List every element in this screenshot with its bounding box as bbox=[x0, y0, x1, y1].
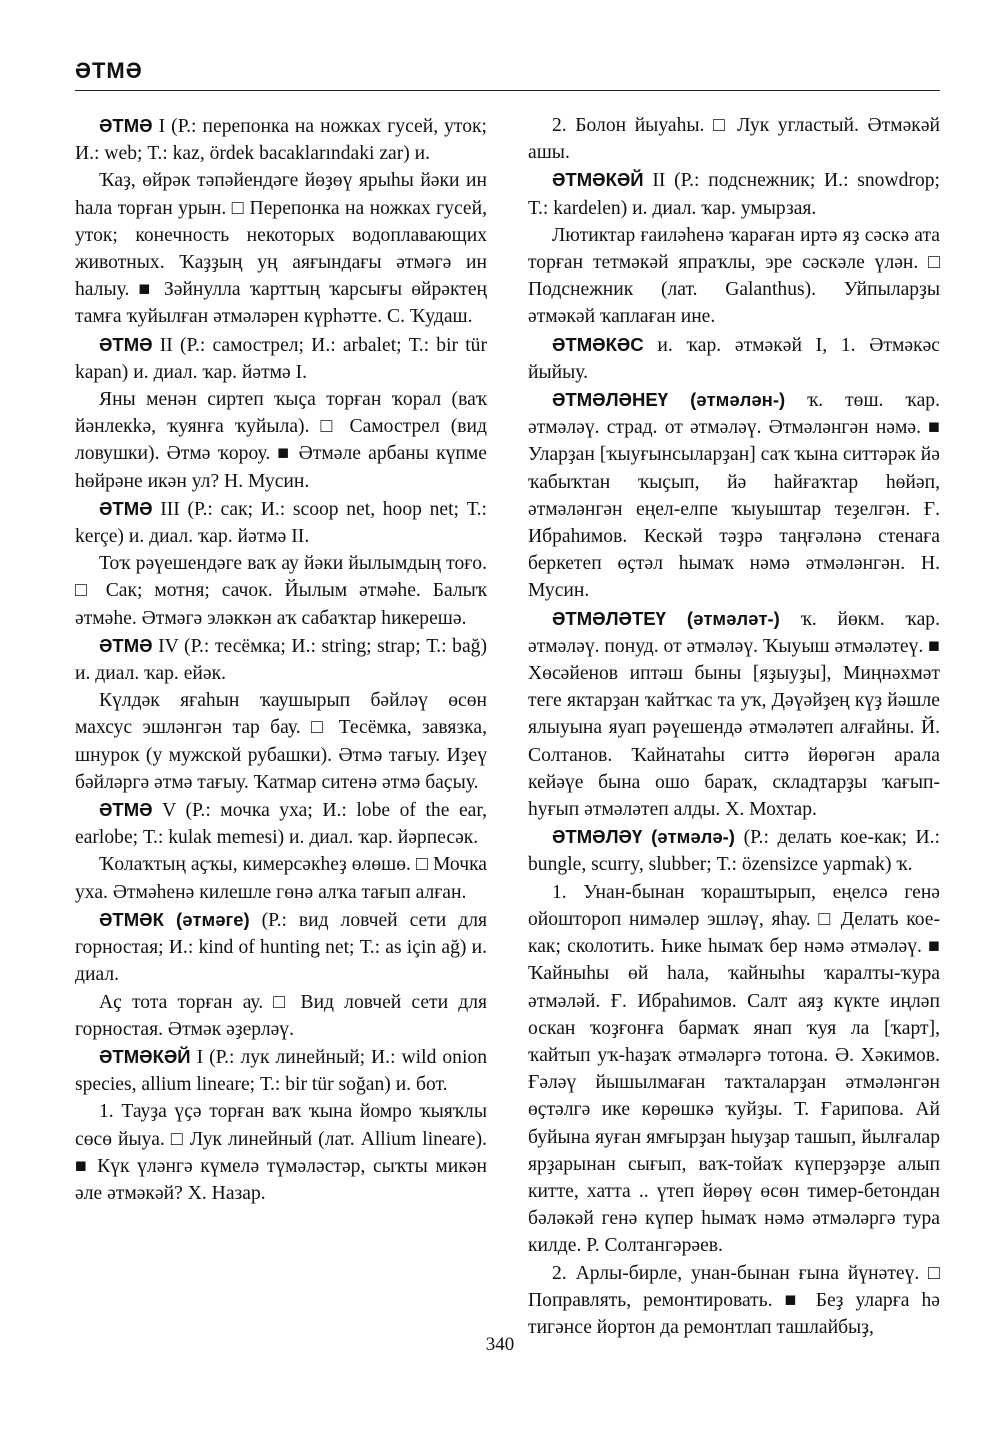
dictionary-entry bbox=[528, 605, 940, 824]
entry-text: Лютиктар ғаиләһенә ҡараған иртә яҙ сәскә ата торған тетмәкәй япраҡлы, эре сәскәле үлән. □ Подснежник (лат. Galanthus). Уйпыларҙы әтмәкәй ҡаплаған ине. bbox=[528, 224, 940, 328]
dictionary-entry bbox=[75, 796, 487, 851]
entry-text: III (Р.: сак; И.: scoop net, hoop net; Т.: kerçe) и. диал. ҡар. йәтмә II. bbox=[75, 498, 487, 548]
dictionary-entry bbox=[75, 906, 487, 989]
entry-text: (Р.: вид ловчей сети для горностая; И.: kind of hunting net; Т.: as için ağ) и. диал. bbox=[75, 909, 487, 986]
headword: ӘТМӘКӘС bbox=[552, 333, 644, 355]
entry-text: Ҡаҙ, өйрәк тәпәйендәге йөҙөү ярыһы йәки ин һала торған урын. □ Перепонка на ножках гусей, уток; конечность некоторых водоплавающих животных. Ҡаҙҙың уң аяғындағы әтмәгә ин һалыу. ■ Зәйнулла ҡарттың ҡарсығы өйрәктең тамға ҡуйылған әтмәләрен күрһәтте. С. Ҡудаш. bbox=[75, 170, 487, 328]
entry-text: 1. Унан-бынан ҡораштырып, еңелсә генә ойоштороп нимәлер эшләү, яһау. □ Делать кое-как; сколотить. Һике һымаҡ бер нәмә әтмәләү. ■ Ҡайныһы өй һала, ҡайныһы ҡаралты-ҡура әтмәләй. Ғ. Ибраһимов. Салт аяҙ күкте иңләп оскан ҡоҙғонға бармаҡ янап ҡуя ла [ҡарт], ҡайтып уҡ-һаҙаҡ әтмәләргә тотона. Ә. Хәкимов. Ғәләү йышылмаған таҡталарҙан әтмәләнгән өҫтәлгә ике көрөшкә ҡуйҙы. Т. Ғарипова. Ай буйына яуған ямғырҙан һыуҙар ташып, йылғалар ярҙарынан сығып, ваҡ-тойаҡ күперҙәрҙе алып китте, хатта .. үтеп йөрөү өсөн тимер-бетондан бәләкәй генә күпер һымаҡ нәмә әтмәләргә тура килде. Р. Солтангәрәев. bbox=[528, 881, 940, 1257]
entry-paragraph bbox=[75, 550, 487, 632]
headword: ӘТМӘ bbox=[99, 333, 153, 355]
running-head: ӘТМӘ bbox=[75, 58, 143, 83]
entry-text: ҡ. төш. ҡар. әтмәләү. страд. от әтмәләү. Әтмәләнгән нәмә. ■ Уларҙан [ҡыуғынсыларҙан] саҡ ҡына ситтәрәк йә ҡабыҡтан ҡыҫып, йә һайғаҡтар һөйәп, әтмәләнгән еңел-елпе ҡыуыштар теҙелгән. Ғ. Ибраһимов. Кескәй тәҙрә таңғәләнә стенаға беркетеп өҫтәл һымаҡ нәмә әтмәләнгән. Н. Мусин. bbox=[528, 390, 940, 602]
entry-text: II (Р.: самострел; И.: arbalet; Т.: bir tür kapan) и. диал. ҡар. йәтмә I. bbox=[75, 334, 487, 383]
entry-text: Яны менән сиртеп ҡыҫа торған ҡорал (ваҡ йәнлекkә, ҡуянға ҡуйыла). □ Самострел (вид ловушки). Әтмә ҡороу. ■ Әтмәле арбаны күпме һөйрәне икән ул? Н. Мусин. bbox=[75, 389, 487, 492]
entry-text: II (Р.: подснежник; И.: snowdrop; Т.: kardelen) и. диал. ҡар. умырзая. bbox=[528, 170, 940, 219]
headword: ӘТМӘ bbox=[99, 115, 153, 136]
right-column bbox=[528, 112, 940, 1341]
entry-paragraph bbox=[75, 167, 487, 330]
entry-text: Күлдәк яғаһын ҡаушырып бәйләү өсөн махсус эшләнгән тар бау. □ Тесёмка, завязка, шнурок (у мужской рубашки). Әтмә тағыу. Иҙеү бәйләргә әтмә тағыу. Ҡатмар ситенә әтмә баҫыу. bbox=[75, 690, 487, 793]
entry-text: Тоҡ рәүешендәге ваҡ ау йәки йылымдың тоғо. □ Сак; мотня; сачок. Йылым әтмәһе. Балыҡ әтмәһе. Әтмәгә эләккән аҡ сабаҡтар һикерешә. bbox=[75, 553, 487, 629]
dictionary-entry bbox=[528, 823, 940, 878]
entry-paragraph bbox=[75, 687, 487, 796]
entry-text: ҡ. йөкм. ҡар. әтмәләү. понуд. от әтмәләү. Ҡыуыш әтмәләтеү. ■ Хөсәйенов иптәш быны [яҙыуҙы], Миңнәхмәт теге яктарҙан ҡайтҡас та уҡ, Дәүәйҙең күҙ йәшле ялыуына яуап рәүешендә әтмәләтеп алғайны. Й. Солтанов. Ҡайнатаһы ситтә йөрөгән арала кейәүе бына ошо бараҡ, складтарҙы ҡағып-һуғып әтмәләтеп алды. Х. Мохтар. bbox=[528, 608, 940, 821]
entry-text: Ҡолаҡтың аҫҡы, кимерсәкһеҙ өлөшө. □ Мочка уха. Әтмәһенә килешле гөнә алҡа тағып алған. bbox=[75, 854, 487, 903]
entry-text: 1. Тауҙа үҫә торған ваҡ ҡына йомро ҡыяҡлы сөсө йыуа. □ Лук линейный (лат. Allium lineare). ■ Күк үләнгә күмелә түмәләстәр, сыҡты микән әле әтмәкәй? Х. Назар. bbox=[75, 1101, 487, 1204]
entry-paragraph bbox=[75, 989, 487, 1043]
entry-text: IV (Р.: тесёмка; И.: string; strap; Т.: bağ) и. диал. ҡар. ейәк. bbox=[75, 635, 487, 685]
dictionary-entry bbox=[528, 166, 940, 221]
entry-text: (Р.: делать кое-как; И.: bungle, scurry, slubber; Т.: özensizce yapmak) ҡ. bbox=[528, 827, 941, 876]
entry-paragraph bbox=[528, 1260, 940, 1342]
dictionary-entry bbox=[75, 495, 487, 550]
entry-text: I (Р.: лук линейный; И.: wild onion species, allium lineare; Т.: bir tür soğan) и. бот. bbox=[75, 1046, 487, 1096]
dictionary-entry bbox=[75, 112, 487, 167]
entry-text: 2. Болон йыуаһы. □ Лук угластый. Әтмәкәй ашы. bbox=[528, 115, 940, 164]
dictionary-entry bbox=[75, 632, 487, 687]
headword: ӘТМӘЛӘҮ (әтмәлә-) bbox=[552, 826, 735, 848]
headword: ӘТМӘЛӘНЕҮ (әтмәлән-) bbox=[552, 389, 786, 411]
entry-text: 2. Арлы-бирле, унан-бынан ғына йүнәтеү. □ Поправлять, ремонтировать. ■ Беҙ уларға һә тигәнсе йортон да ремонтлап ташлайбыҙ, bbox=[528, 1262, 940, 1338]
entry-paragraph bbox=[528, 222, 940, 331]
dictionary-entry bbox=[528, 331, 940, 386]
entry-text: I (Р.: перепонка на ножках гусей, уток; И.: web; Т.: kaz, ördek bacaklarındaki zar) и. bbox=[75, 116, 487, 165]
headword: ӘТМӘК (әтмәге) bbox=[99, 908, 250, 930]
dictionary-entry bbox=[75, 331, 487, 386]
entry-paragraph bbox=[528, 112, 940, 166]
page-number: 340 bbox=[485, 1334, 515, 1355]
dictionary-entry bbox=[75, 1043, 487, 1098]
entry-paragraph bbox=[75, 386, 487, 495]
entry-paragraph bbox=[75, 1098, 487, 1207]
entry-text: V (Р.: мочка уха; И.: lobe of the ear, earlobe; Т.: kulak memesi) и. диал. ҡар. йәрпесәк. bbox=[75, 800, 487, 849]
entry-paragraph bbox=[528, 879, 940, 1260]
left-column bbox=[75, 112, 487, 1207]
dictionary-entry bbox=[528, 386, 940, 605]
headword: ӘТМӘКӘЙ bbox=[99, 1045, 191, 1067]
entry-paragraph bbox=[75, 851, 487, 905]
headword: ӘТМӘ bbox=[99, 634, 153, 656]
headword: ӘТМӘ bbox=[99, 799, 153, 821]
header-rule bbox=[75, 90, 940, 91]
headword: ӘТМӘКӘЙ bbox=[552, 169, 644, 191]
entry-text: и. ҡар. әтмәкәй I, 1. Әтмәкәс йыйыу. bbox=[528, 334, 940, 383]
entry-text: Аҫ тота торған ау. □ Вид ловчей сети для горностая. Әтмәк әҙерләү. bbox=[75, 991, 487, 1040]
headword: ӘТМӘЛӘТЕҮ (әтмәләт-) bbox=[552, 607, 780, 629]
headword: ӘТМӘ bbox=[99, 497, 153, 519]
